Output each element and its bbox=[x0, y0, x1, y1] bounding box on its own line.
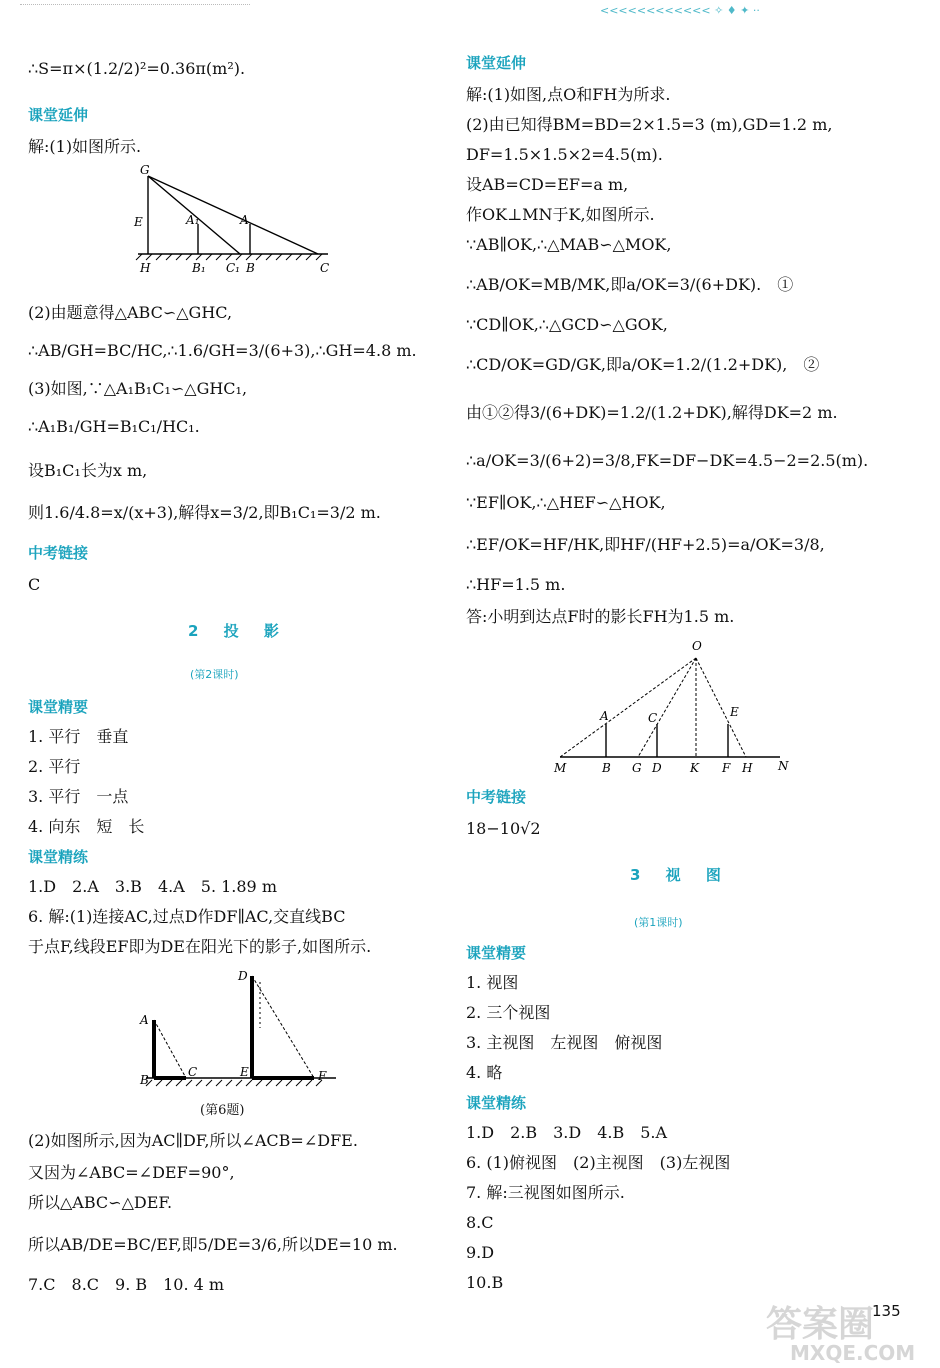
solution-line: 于点F,线段EF即为DE在阳光下的影子,如图所示. bbox=[28, 937, 372, 956]
lesson-tag: (第1课时) bbox=[634, 916, 683, 929]
solution-line: 解:(1)如图,点O和FH为所求. bbox=[466, 85, 671, 104]
solution-line: ∴A₁B₁/GH=B₁C₁/HC₁. bbox=[28, 417, 200, 436]
label-B: B bbox=[602, 761, 611, 775]
heading-extension: 课堂延伸 bbox=[28, 106, 89, 124]
key-point: 4. 向东 短 长 bbox=[28, 817, 145, 836]
streetlight-figure bbox=[550, 636, 800, 776]
label-M: M bbox=[554, 761, 567, 775]
label-E: E bbox=[240, 1065, 249, 1079]
label-C: C bbox=[320, 261, 330, 275]
answers-row: 10.B bbox=[466, 1273, 504, 1292]
answers-row: 6. (1)俯视图 (2)主视图 (3)左视图 bbox=[466, 1153, 731, 1172]
solution-line: ∴CD/OK=GD/GK,即a/OK=1.2/(1.2+DK), ② bbox=[466, 355, 820, 374]
label-G: G bbox=[140, 163, 150, 177]
label-N: N bbox=[778, 759, 789, 773]
solution-line: (2)由已知得BM=BD=2×1.5=3 (m),GD=1.2 m, bbox=[466, 115, 833, 134]
label-C: C bbox=[188, 1065, 198, 1079]
answers-row: 7. 解:三视图如图所示. bbox=[466, 1183, 625, 1202]
answer: 18−10√2 bbox=[466, 819, 541, 838]
heading-practice: 课堂精练 bbox=[466, 1094, 527, 1112]
final-answer: 答:小明到达点F时的影长FH为1.5 m. bbox=[466, 607, 735, 626]
heading-key-points: 课堂精要 bbox=[28, 698, 89, 716]
solution-line: DF=1.5×1.5×2=4.5(m). bbox=[466, 145, 663, 164]
solution-line: ∴a/OK=3/(6+2)=3/8,FK=DF−DK=4.5−2=2.5(m). bbox=[466, 451, 869, 470]
label-G: G bbox=[632, 761, 642, 775]
answers-row: 9.D bbox=[466, 1243, 495, 1262]
heading-extension: 课堂延伸 bbox=[466, 54, 527, 72]
label-B: B bbox=[140, 1073, 149, 1087]
solution-line: 作OK⊥MN于K,如图所示. bbox=[466, 205, 655, 224]
answers-row: 7.C 8.C 9. B 10. 4 m bbox=[28, 1275, 225, 1294]
label-K: K bbox=[690, 761, 699, 775]
label-B1: B₁ bbox=[192, 261, 206, 275]
label-O: O bbox=[692, 639, 702, 653]
lesson-tag: (第2课时) bbox=[190, 668, 239, 681]
heading-practice: 课堂精练 bbox=[28, 848, 89, 866]
heading-exam-link: 中考链接 bbox=[466, 788, 527, 806]
label-E: E bbox=[134, 215, 143, 229]
label-A: A bbox=[140, 1013, 149, 1027]
shadow-figure-1 bbox=[128, 163, 368, 276]
solution-line: 设AB=CD=EF=a m, bbox=[466, 175, 629, 194]
label-D: D bbox=[652, 761, 662, 775]
key-point: 1. 平行 垂直 bbox=[28, 727, 129, 746]
section-title: 2 投 影 bbox=[188, 622, 289, 640]
label-A: A bbox=[240, 213, 249, 227]
label-E: E bbox=[730, 705, 739, 719]
label-C1: C₁ bbox=[226, 261, 240, 275]
solution-line: ∵AB∥OK,∴△MAB∽△MOK, bbox=[466, 235, 672, 254]
solution-line: 6. 解:(1)连接AC,过点D作DF∥AC,交直线BC bbox=[28, 907, 346, 926]
key-point: 1. 视图 bbox=[466, 973, 519, 992]
label-H: H bbox=[742, 761, 753, 775]
answers-row: 1.D 2.B 3.D 4.B 5.A bbox=[466, 1123, 668, 1142]
key-point: 4. 略 bbox=[466, 1063, 503, 1082]
heading-exam-link: 中考链接 bbox=[28, 544, 89, 562]
label-A: A bbox=[600, 709, 609, 723]
label-H: H bbox=[140, 261, 151, 275]
svg-text:答案圈: 答案圈 bbox=[766, 1304, 875, 1345]
key-point: 2. 三个视图 bbox=[466, 1003, 551, 1022]
svg-text:MXQE.COM: MXQE.COM bbox=[790, 1341, 916, 1365]
label-F: F bbox=[318, 1069, 327, 1083]
watermark-logo bbox=[760, 1296, 930, 1364]
solution-line: ∴AB/GH=BC/HC,∴1.6/GH=3/(6+3),∴GH=4.8 m. bbox=[28, 341, 417, 360]
solution-line: 则1.6/4.8=x/(x+3),解得x=3/2,即B₁C₁=3/2 m. bbox=[28, 503, 381, 522]
solution-line: 设B₁C₁长为x m, bbox=[28, 461, 148, 480]
shadow-figure-6 bbox=[136, 968, 366, 1088]
key-point: 3. 主视图 左视图 俯视图 bbox=[466, 1033, 663, 1052]
figure-caption: (第6题) bbox=[200, 1103, 245, 1118]
answer: C bbox=[28, 575, 41, 594]
solution-line: 解:(1)如图所示. bbox=[28, 137, 142, 156]
section-title: 3 视 图 bbox=[630, 866, 731, 884]
solution-line: (3)如图,∵△A₁B₁C₁∽△GHC₁, bbox=[28, 379, 248, 398]
answers-row: 8.C bbox=[466, 1213, 494, 1232]
solution-line: 所以AB/DE=BC/EF,即5/DE=3/6,所以DE=10 m. bbox=[28, 1235, 398, 1254]
area-result: ∴S=π×(1.2/2)²=0.36π(m²). bbox=[28, 59, 246, 78]
solution-line: (2)如图所示,因为AC∥DF,所以∠ACB=∠DFE. bbox=[28, 1131, 358, 1150]
label-D: D bbox=[238, 969, 248, 983]
heading-key-points: 课堂精要 bbox=[466, 944, 527, 962]
solution-line: 又因为∠ABC=∠DEF=90°, bbox=[28, 1163, 235, 1182]
key-point: 2. 平行 bbox=[28, 757, 81, 776]
solution-line: ∴HF=1.5 m. bbox=[466, 575, 566, 594]
solution-line: 所以△ABC∽△DEF. bbox=[28, 1193, 173, 1212]
solution-line: ∴AB/OK=MB/MK,即a/OK=3/(6+DK). ① bbox=[466, 275, 794, 294]
solution-line: ∵EF∥OK,∴△HEF∽△HOK, bbox=[466, 493, 666, 512]
key-point: 3. 平行 一点 bbox=[28, 787, 129, 806]
solution-line: ∵CD∥OK,∴△GCD∽△GOK, bbox=[466, 315, 668, 334]
label-B: B bbox=[246, 261, 255, 275]
header-decoration: <<<<<<<<<<<< ✧ ♦ ✦ ·· bbox=[600, 4, 760, 17]
label-C: C bbox=[648, 711, 658, 725]
solution-line: 由①②得3/(6+DK)=1.2/(1.2+DK),解得DK=2 m. bbox=[466, 403, 838, 422]
answers-row: 1.D 2.A 3.B 4.A 5. 1.89 m bbox=[28, 877, 277, 896]
label-A1: A₁ bbox=[186, 213, 200, 227]
solution-line: ∴EF/OK=HF/HK,即HF/(HF+2.5)=a/OK=3/8, bbox=[466, 535, 825, 554]
label-F: F bbox=[722, 761, 731, 775]
header-rule bbox=[20, 4, 250, 15]
solution-line: (2)由题意得△ABC∽△GHC, bbox=[28, 303, 233, 322]
page-number: 135 bbox=[872, 1302, 901, 1320]
